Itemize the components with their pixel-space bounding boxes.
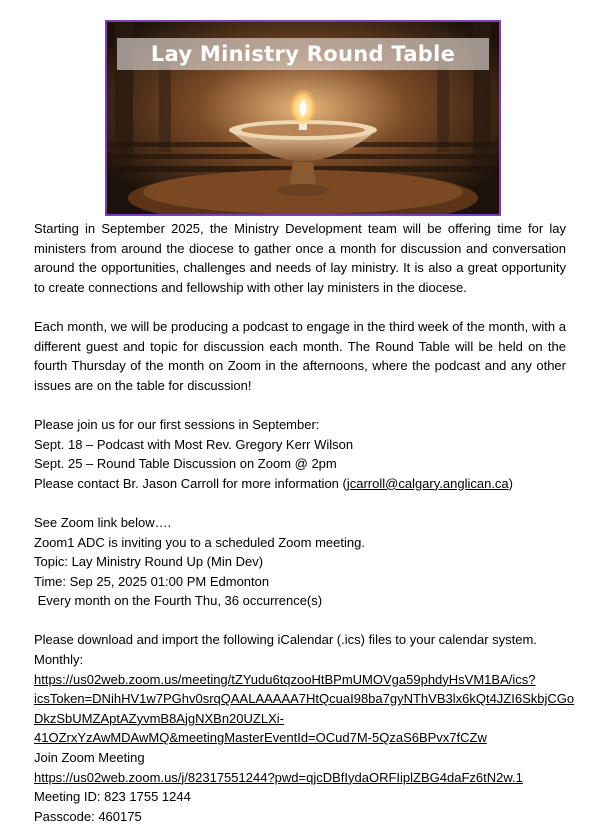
ics-url-line[interactable]: DkzSbUMZAptAZyvmB8AjgNXBn20UZLXi- bbox=[34, 710, 284, 726]
ics-instruction: Please download and import the following iCalendar (.ics) files to your calendar system. bbox=[34, 632, 537, 648]
passcode: Passcode: 460175 bbox=[34, 808, 142, 824]
banner-title: Lay Ministry Round Table bbox=[117, 38, 489, 70]
ics-download-link[interactable] bbox=[34, 670, 575, 748]
zoom-recurrence: Every month on the Fourth Thu, 36 occurrence(s) bbox=[37, 593, 323, 609]
monthly-label: Monthly: bbox=[34, 652, 84, 668]
zoom-invite-line: Zoom1 ADC is inviting you to a scheduled Zoom meeting. bbox=[34, 534, 365, 550]
see-zoom-link: See Zoom link below…. bbox=[34, 514, 172, 530]
zoom-topic: Topic: Lay Ministry Round Up (Min Dev) bbox=[34, 554, 264, 570]
ics-url-line[interactable]: 41OZrxYzAwMDAwMQ&meetingMasterEventId=OCud7M-5QzaS6BPvx7fCZw bbox=[34, 730, 487, 746]
zoom-time: Time: Sep 25, 2025 01:00 PM Edmonton bbox=[34, 573, 270, 589]
join-meeting-label: Join Zoom Meeting bbox=[34, 750, 145, 766]
contact-suffix: ) bbox=[508, 475, 514, 491]
document-body bbox=[34, 219, 575, 826]
session-item-podcast: Sept. 18 – Podcast with Most Rev. Gregory Kerr Wilson bbox=[34, 436, 354, 452]
contact-email-link[interactable]: jcarroll@calgary.anglican.ca bbox=[346, 475, 509, 491]
ics-url-line[interactable]: https://us02web.zoom.us/meeting/tZYudu6tqzooHtBPmUMOVga59phdyHsVM1BA/ics? bbox=[34, 671, 536, 687]
intro-paragraph: Starting in September 2025, the Ministry Development team will be offering time for lay ministers from around the diocese to gather once a month for discussion and conversation around the opportunities, challenges and needs of lay ministry. It is also a great opportunity to create connections and fellowship with other lay ministers in the diocese. bbox=[34, 221, 566, 295]
podcast-paragraph: Each month, we will be producing a podcast to engage in the third week of the month, with a different guest and topic for discussion each month. The Round Table will be held on the fourth Thursday of the month on Zoom in the afternoons, where the podcast and any other issues are on the table for discussion! bbox=[34, 318, 566, 393]
contact-line bbox=[34, 474, 566, 494]
join-meeting-link[interactable]: https://us02web.zoom.us/j/82317551244?pwd=qjcDBfIydaORFIiplZBG4daFz6tN2w.1 bbox=[34, 769, 523, 785]
meeting-id: Meeting ID: 823 1755 1244 bbox=[34, 789, 191, 805]
sessions-heading: Please join us for our first sessions in September: bbox=[34, 416, 320, 432]
ics-url-line[interactable]: icsToken=DNihHV1w7PGhv0srqQAALAAAAA7HtQcuaI98ba7gyNThVB3lx6kQt4JZI6SkbjCGo bbox=[34, 691, 575, 707]
session-item-roundtable: Sept. 25 – Round Table Discussion on Zoom @ 2pm bbox=[34, 456, 337, 472]
contact-prefix: Please contact Br. Jason Carroll for more information ( bbox=[34, 475, 347, 491]
banner-image bbox=[105, 20, 501, 216]
